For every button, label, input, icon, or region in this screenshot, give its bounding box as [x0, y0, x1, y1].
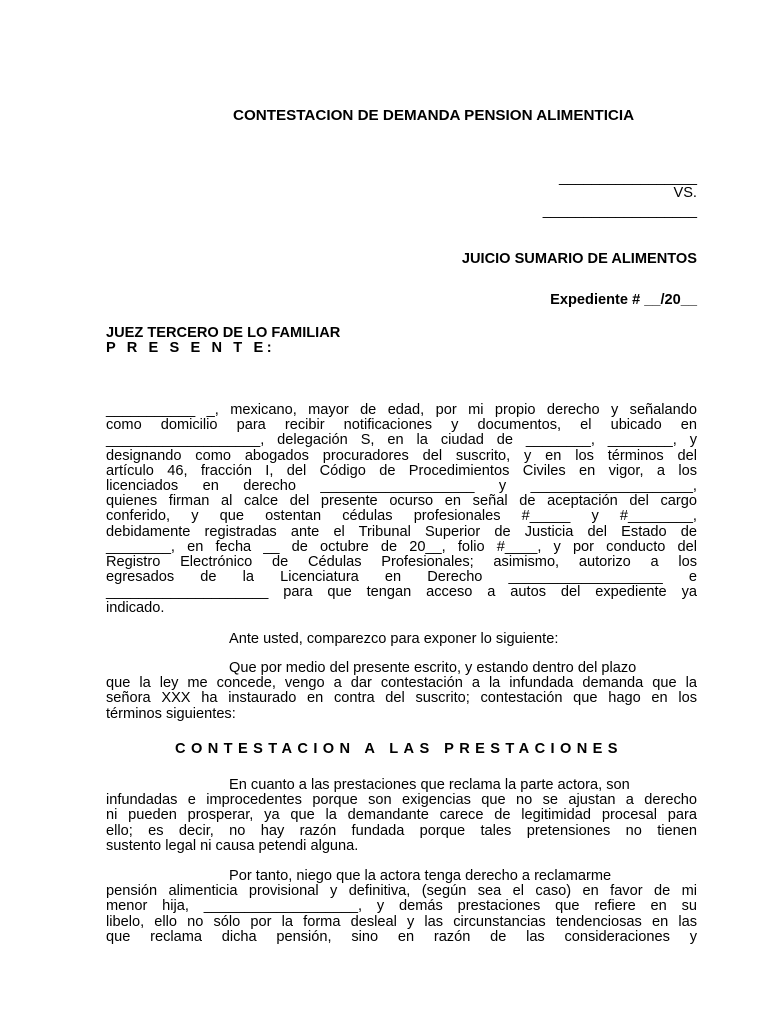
paragraph-line: que reclama dicha pensión, sino en razón de las consideraciones y: [106, 928, 697, 945]
paragraph-line: menor hija, ___________________, y demás prestaciones que refiere en su: [106, 898, 697, 915]
paragraph-line: ________, en fecha __ de octubre de 20__, folio #____, y por conducto del: [106, 538, 697, 555]
paragraph-line: ello; es decir, no hay razón fundada porque tales pretensiones no tienen: [106, 822, 697, 839]
paragraph-line: debidamente registradas ante el Tribunal Superior de Justicia del Estado de: [106, 523, 697, 540]
paragraph-line: libelo, ello no sólo por la forma desleal y las circunstancias tendenciosas en las: [106, 913, 697, 930]
paragraph-line: licenciados en derecho ___________________ y ____________________,: [106, 478, 697, 495]
addressee: JUEZ TERCERO DE LO FAMILIAR: [106, 325, 341, 341]
paragraph-line: ___________________, delegación S, en la ciudad de ________, ________, y: [106, 432, 697, 449]
paragraph-line: sustento legal ni causa petendi alguna.: [106, 837, 359, 854]
party-1-line: _________________: [559, 170, 697, 186]
paragraph-line: términos siguientes:: [106, 705, 236, 722]
vs-label: VS.: [673, 185, 697, 201]
paragraph-line: ni pueden prosperar, ya que la demandante carece de legitimidad procesal para: [106, 807, 697, 824]
paragraph-line: quienes firman al calce del presente ocurso en señal de aceptación del cargo: [106, 493, 697, 510]
paragraph-line: que la ley me concede, vengo a dar contestación a la infundada demanda que la: [106, 675, 697, 692]
presente-label: P R E S E N T E:: [106, 340, 276, 356]
paragraph-line: infundadas e improcedentes porque son exigencias que no se ajustan a derecho: [106, 792, 697, 809]
section-heading: CONTESTACION A LAS PRESTACIONES: [175, 741, 623, 757]
paragraph-line: pensión alimenticia provisional y definitiva, (según sea el caso) en favor de mi: [106, 883, 697, 900]
paragraph-line: ___________ _, mexicano, mayor de edad, por mi propio derecho y señalando: [106, 402, 697, 418]
ante-usted-line: Ante usted, comparezco para exponer lo siguiente:: [229, 631, 559, 647]
paragraph-line: como domicilio para recibir notificaciones y documentos, el ubicado en: [106, 417, 697, 434]
expediente-number: Expediente # __/20__: [550, 292, 697, 308]
paragraph-line: Por tanto, niego que la actora tenga derecho a reclamarme: [229, 868, 612, 884]
que-paragraph: [106, 661, 697, 722]
document-title: CONTESTACION DE DEMANDA PENSION ALIMENTICIA: [233, 107, 635, 124]
paragraph-line: Que por medio del presente escrito, y estando dentro del plazo: [229, 660, 637, 676]
paragraph-line: designando como abogados procuradores del suscrito, y en los términos del: [106, 447, 697, 464]
intro-paragraph: [106, 403, 697, 616]
paragraph-line: Registro Electrónico de Cédulas Profesionales; asimismo, autorizo a los: [106, 554, 697, 571]
paragraph-line: egresados de la Licenciatura en Derecho ___________________ e: [106, 569, 697, 586]
por-tanto-paragraph: [106, 869, 697, 945]
paragraph-line: señora XXX ha instaurado en contra del suscrito; contestación que hago en los: [106, 690, 697, 707]
party-2-line: ___________________: [542, 203, 697, 219]
en-cuanto-paragraph: [106, 778, 697, 854]
paragraph-line: indicado.: [106, 599, 165, 616]
paragraph-line: En cuanto a las prestaciones que reclama la parte actora, son: [229, 777, 630, 793]
paragraph-line: conferido, y que ostentan cédulas profesionales #_____ y #________,: [106, 508, 697, 525]
case-type: JUICIO SUMARIO DE ALIMENTOS: [461, 251, 697, 267]
paragraph-line: artículo 46, fracción I, del Código de Procedimientos Civiles en vigor, a los: [106, 462, 697, 479]
paragraph-line: ____________________ para que tengan acceso a autos del expediente ya: [106, 584, 697, 601]
